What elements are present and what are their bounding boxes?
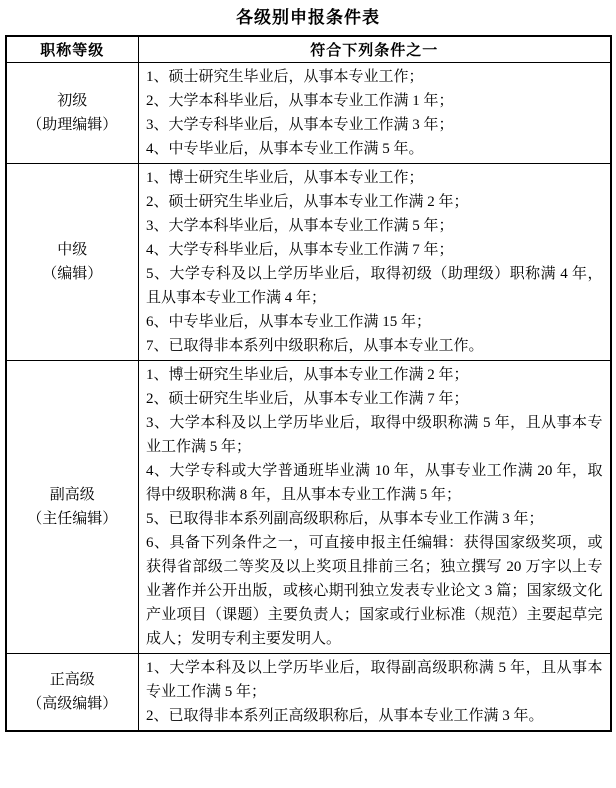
condition-item: 1、大学本科及以上学历毕业后，取得副高级职称满 5 年，且从事本专业工作满 5 年； [146, 660, 603, 700]
condition-item: 2、硕士研究生毕业后，从事本专业工作满 7 年； [146, 391, 469, 407]
condition-item: 3、大学本科毕业后，从事本专业工作满 5 年； [146, 218, 454, 234]
condition-item: 7、已取得非本系列中级职称后，从事本专业工作。 [146, 338, 484, 354]
level-line: 初级 [57, 93, 88, 109]
level-line: （高级编辑） [27, 696, 118, 712]
conditions-cell [139, 164, 611, 361]
condition-item: 4、中专毕业后，从事本专业工作满 5 年。 [146, 141, 424, 157]
condition-item: 3、大学本科及以上学历毕业后，取得中级职称满 5 年，且从事本专业工作满 5 年； [146, 415, 603, 455]
level-cell [6, 654, 139, 732]
condition-item: 5、已取得非本系列副高级职称后，从事本专业工作满 3 年； [146, 511, 544, 527]
condition-item: 1、博士研究生毕业后，从事本专业工作满 2 年； [146, 367, 469, 383]
condition-item: 6、具备下列条件之一，可直接申报主任编辑：获得国家级奖项，或获得省部级二等奖及以上奖项且排前三名；独立撰写 20 万字以上专业著作并公开出版，或核心期刊独立发表专业论文 3 篇；国家级文化产业项目（课题）主要负责人；国家或行业标准（规范）主要起草完成人；发明专利主要发明人。 [146, 535, 603, 647]
condition-item: 6、中专毕业后，从事本专业工作满 15 年； [146, 314, 432, 330]
level-line: 正高级 [49, 672, 95, 688]
table-header-row [6, 36, 611, 63]
conditions-cell [139, 361, 611, 654]
table-body [6, 63, 611, 732]
page-title: 各级别申报条件表 [236, 8, 380, 27]
level-line: （助理编辑） [27, 117, 118, 133]
table-row [6, 63, 611, 164]
table-row [6, 361, 611, 654]
level-cell [6, 164, 139, 361]
level-cell [6, 63, 139, 164]
condition-item: 1、硕士研究生毕业后，从事本专业工作； [146, 69, 424, 85]
condition-item: 4、大学专科毕业后，从事本专业工作满 7 年； [146, 242, 454, 258]
column-header-level: 职称等级 [6, 36, 139, 63]
condition-item: 2、大学本科毕业后，从事本专业工作满 1 年； [146, 93, 454, 109]
condition-item: 4、大学专科或大学普通班毕业满 10 年，从事专业工作满 20 年，取得中级职称满 8 年，且从事本专业工作满 5 年； [146, 463, 603, 503]
column-header-conditions: 符合下列条件之一 [139, 36, 611, 63]
condition-item: 3、大学专科毕业后，从事本专业工作满 3 年； [146, 117, 454, 133]
level-line: （主任编辑） [27, 511, 118, 527]
level-line: 中级 [57, 242, 88, 258]
level-cell [6, 361, 139, 654]
conditions-table [5, 35, 612, 732]
condition-item: 5、大学专科及以上学历毕业后，取得初级（助理级）职称满 4 年，且从事本专业工作满 4 年； [146, 266, 603, 306]
conditions-cell [139, 63, 611, 164]
level-line: （编辑） [42, 266, 103, 282]
table-row [6, 654, 611, 732]
condition-item: 2、已取得非本系列正高级职称后，从事本专业工作满 3 年。 [146, 708, 544, 724]
conditions-cell [139, 654, 611, 732]
table-row [6, 164, 611, 361]
condition-item: 2、硕士研究生毕业后，从事本专业工作满 2 年； [146, 194, 469, 210]
level-line: 副高级 [49, 487, 95, 503]
condition-item: 1、博士研究生毕业后，从事本专业工作； [146, 170, 424, 186]
